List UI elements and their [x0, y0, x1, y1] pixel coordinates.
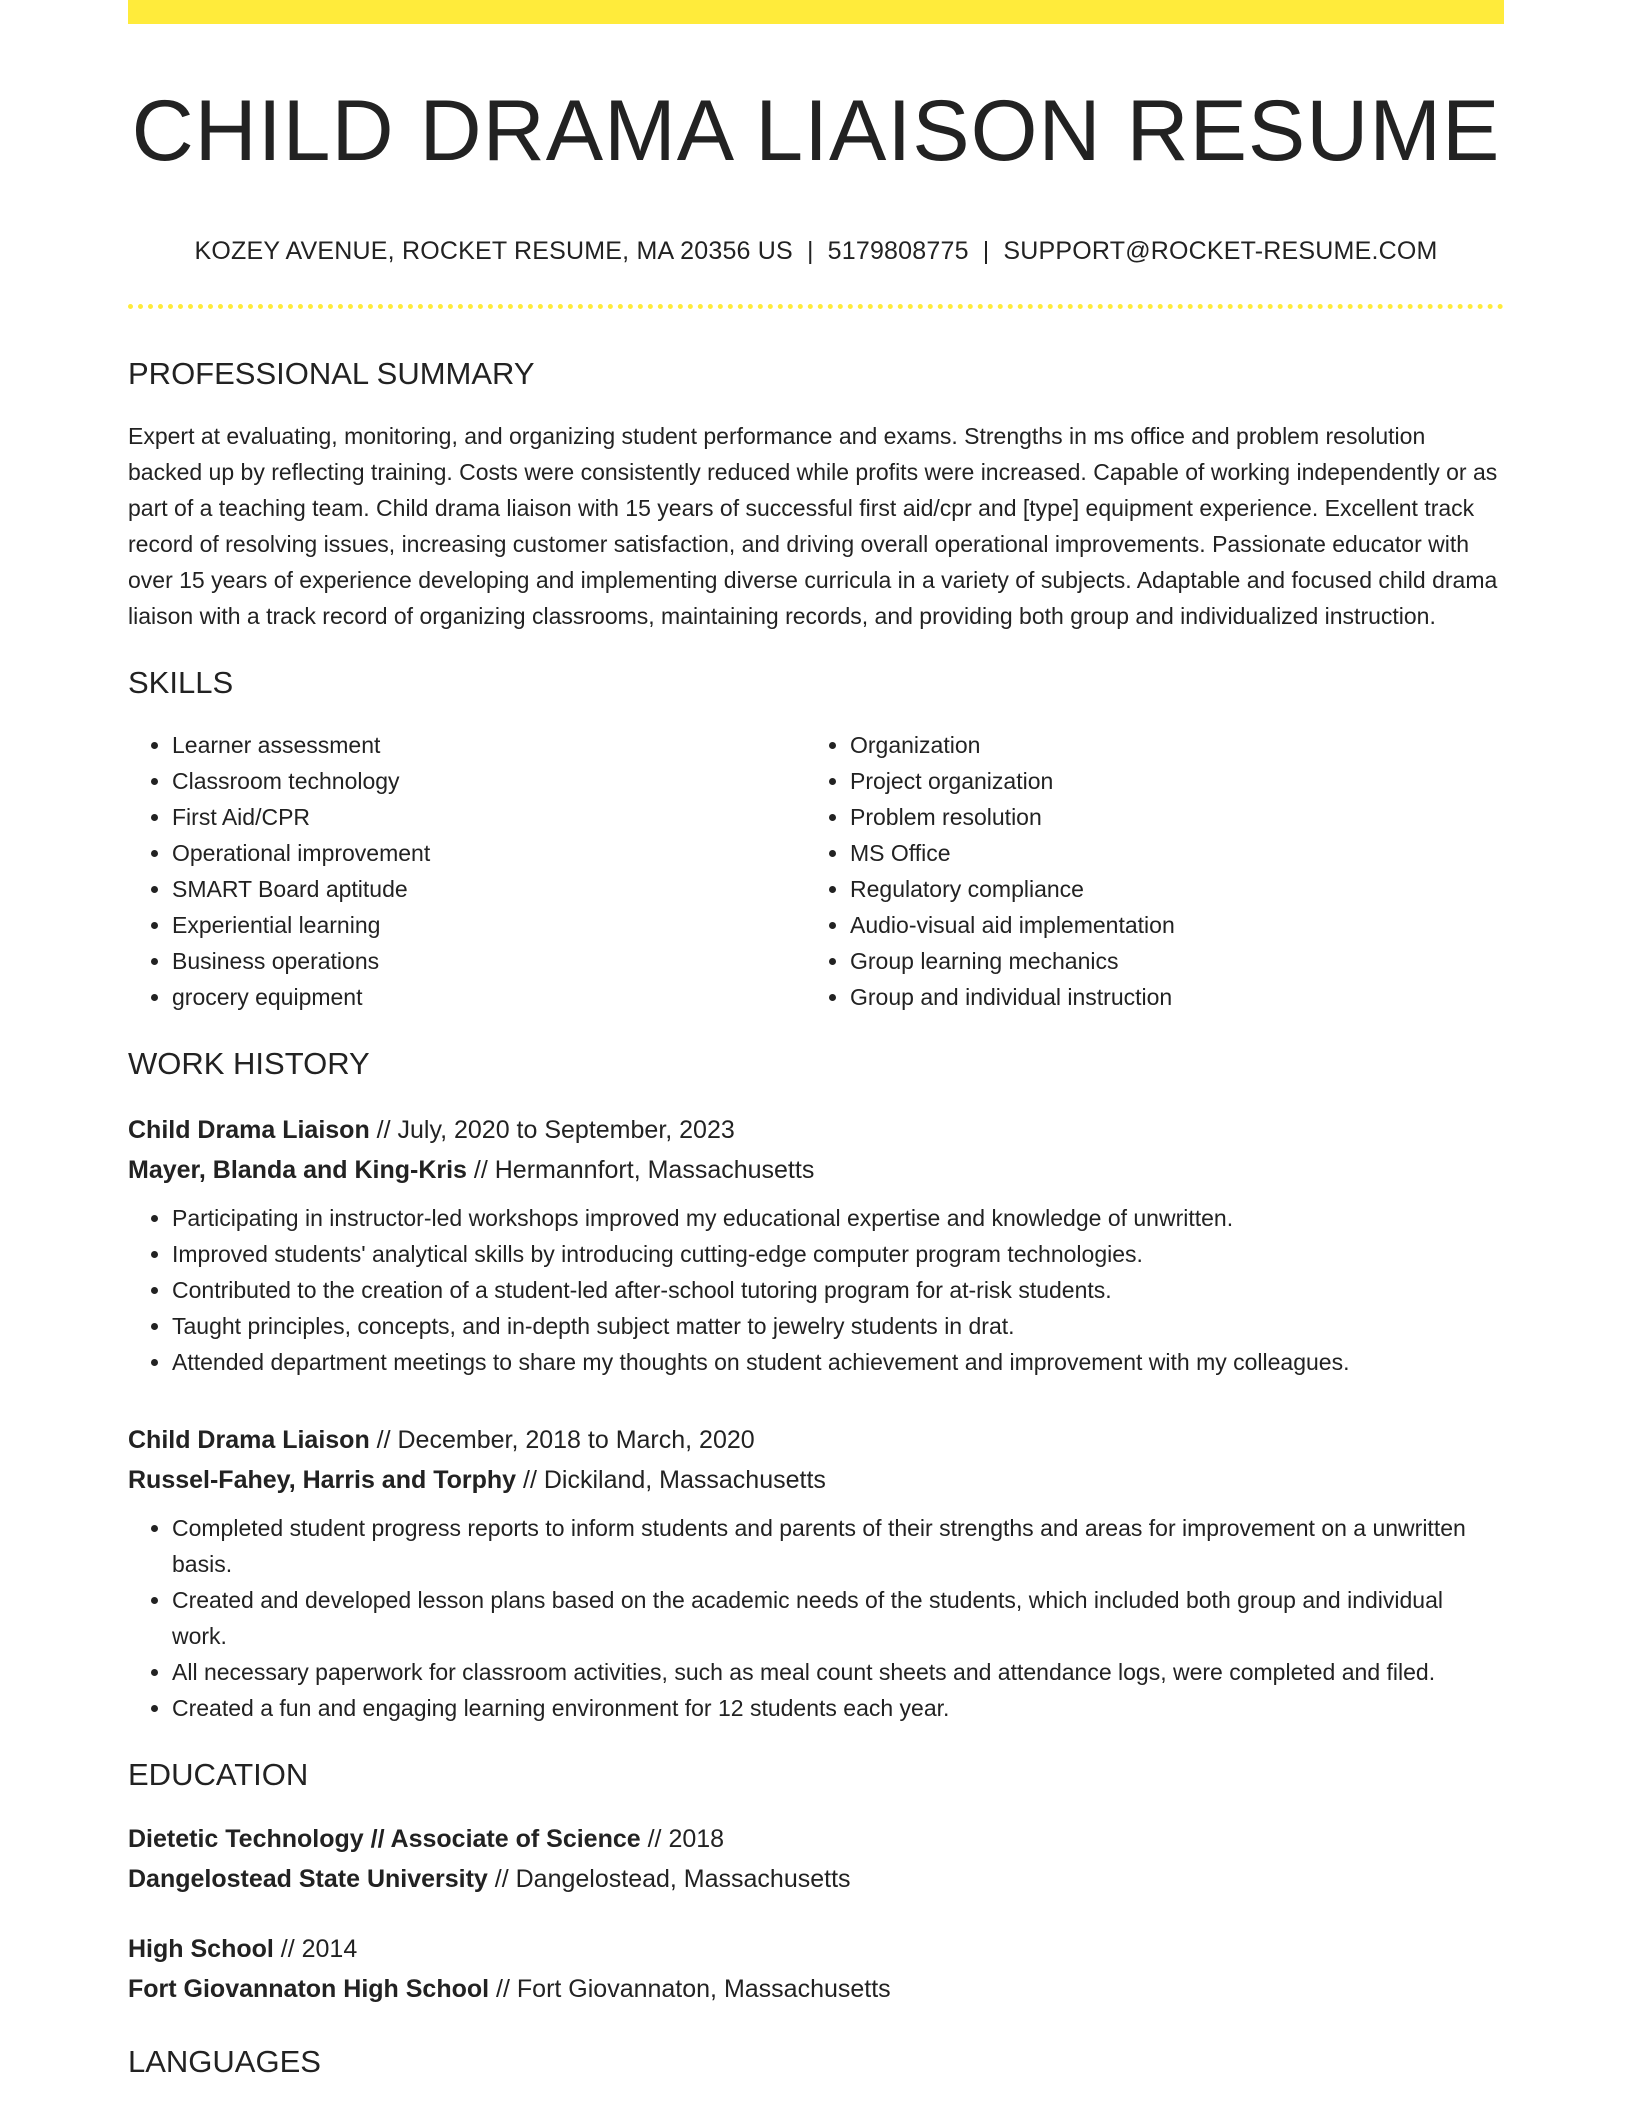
job-title-line — [128, 1110, 1504, 1150]
skills-column-right — [806, 727, 1484, 1015]
job-bullet: • All necessary paperwork for classroom activities, such as meal count sheets and attendance logs, were completed and filed. — [172, 1654, 1504, 1690]
education-entry — [128, 1819, 1504, 1899]
job-dates: // December, 2018 to March, 2020 — [369, 1426, 755, 1455]
contact-address: KOZEY AVENUE, ROCKET RESUME, MA 20356 US — [194, 236, 793, 265]
skill-item: • MS Office — [850, 835, 1484, 871]
education-degree: High School — [128, 1935, 274, 1964]
skill-item: • Group and individual instruction — [850, 979, 1484, 1015]
job-bullet: • Attended department meetings to share my thoughts on student achievement and improvement with my colleagues. — [172, 1344, 1504, 1380]
header-divider — [128, 304, 1504, 309]
job-bullet: • Created and developed lesson plans based on the academic needs of the students, which included both group and individual work. — [172, 1582, 1504, 1654]
skill-item: • grocery equipment — [172, 979, 806, 1015]
languages-heading: LANGUAGES — [128, 2044, 321, 2080]
contact-line — [128, 237, 1504, 266]
education-year: // 2014 — [273, 1935, 358, 1964]
job-bullets — [128, 1200, 1504, 1380]
contact-separator: | — [982, 236, 990, 265]
job-company-line — [128, 1150, 1504, 1190]
skill-item: • Group learning mechanics — [850, 943, 1484, 979]
job-location: // Dickiland, Massachusetts — [516, 1466, 826, 1495]
education-school: Dangelostead State University — [128, 1865, 488, 1894]
skill-item: • Experiential learning — [172, 907, 806, 943]
education-school: Fort Giovannaton High School — [128, 1975, 490, 2004]
education-location: // Fort Giovannaton, Massachusetts — [489, 1975, 891, 2004]
job-entry — [128, 1110, 1504, 1380]
education-school-line — [128, 1859, 1504, 1899]
skill-item: • First Aid/CPR — [172, 799, 806, 835]
job-company: Russel-Fahey, Harris and Torphy — [128, 1466, 517, 1495]
skill-item: • Business operations — [172, 943, 806, 979]
skill-item: • Operational improvement — [172, 835, 806, 871]
education-degree: Dietetic Technology // Associate of Science — [128, 1825, 641, 1854]
education-degree-line — [128, 1929, 1504, 1969]
skill-item: • Project organization — [850, 763, 1484, 799]
job-location: // Hermannfort, Massachusetts — [466, 1156, 815, 1185]
skill-item: • Problem resolution — [850, 799, 1484, 835]
education-location: // Dangelostead, Massachusetts — [487, 1865, 851, 1894]
job-bullets — [128, 1510, 1504, 1726]
skill-item: • Organization — [850, 727, 1484, 763]
job-company-line — [128, 1460, 1504, 1500]
job-bullet: • Created a fun and engaging learning environment for 12 students each year. — [172, 1690, 1504, 1726]
skill-item: • Classroom technology — [172, 763, 806, 799]
job-title: Child Drama Liaison — [128, 1116, 370, 1145]
education-degree-line — [128, 1819, 1504, 1859]
summary-text: Expert at evaluating, monitoring, and organizing student performance and exams. Strengths in ms office and problem resolution backed up by reflecting training. Costs were consistently reduced while profits were increased. Capable of working independently or as part of a teaching team. Child drama liaison with 15 years of successful first aid/cpr and [type] equipment experience. Excellent track record of resolving issues, increasing customer satisfaction, and driving overall operational improvements. Passionate educator with over 15 years of experience developing and implementing diverse curricula in a variety of subjects. Adaptable and focused child drama liaison with a track record of organizing classrooms, maintaining records, and providing both group and individualized instruction. — [128, 422, 1498, 629]
skills-heading: SKILLS — [128, 664, 234, 700]
education-year: // 2018 — [640, 1825, 725, 1854]
job-dates: // July, 2020 to September, 2023 — [369, 1116, 735, 1145]
education-entry — [128, 1929, 1504, 2009]
job-company: Mayer, Blanda and King-Kris — [128, 1156, 467, 1185]
skills-column-left — [128, 727, 806, 1015]
summary-heading: PROFESSIONAL SUMMARY — [128, 355, 535, 391]
resume-title: CHILD DRAMA LIAISON RESUME — [131, 83, 1501, 179]
skill-item: • SMART Board aptitude — [172, 871, 806, 907]
job-bullet: • Completed student progress reports to inform students and parents of their strengths and areas for improvement on a unwritten basis. — [172, 1510, 1504, 1582]
job-title-line — [128, 1420, 1504, 1460]
contact-email[interactable]: SUPPORT@ROCKET-RESUME.COM — [1003, 236, 1438, 265]
job-bullet: • Improved students' analytical skills by introducing cutting-edge computer program technologies. — [172, 1236, 1504, 1272]
skill-item: • Regulatory compliance — [850, 871, 1484, 907]
job-bullet: • Contributed to the creation of a student-led after-school tutoring program for at-risk students. — [172, 1272, 1504, 1308]
job-entry — [128, 1420, 1504, 1726]
resume-page — [128, 0, 1504, 2081]
skill-item: • Learner assessment — [172, 727, 806, 763]
job-bullet: • Participating in instructor-led workshops improved my educational expertise and knowledge of unwritten. — [172, 1200, 1504, 1236]
skill-item: • Audio-visual aid implementation — [850, 907, 1484, 943]
job-bullet: • Taught principles, concepts, and in-depth subject matter to jewelry students in drat. — [172, 1308, 1504, 1344]
education-school-line — [128, 1969, 1504, 2009]
work-history-heading: WORK HISTORY — [128, 1045, 370, 1081]
job-title: Child Drama Liaison — [128, 1426, 370, 1455]
contact-separator: | — [806, 236, 814, 265]
top-accent-bar — [128, 0, 1504, 24]
skills-list — [128, 727, 1504, 1015]
contact-phone: 5179808775 — [827, 236, 969, 265]
education-heading: EDUCATION — [128, 1757, 309, 1793]
